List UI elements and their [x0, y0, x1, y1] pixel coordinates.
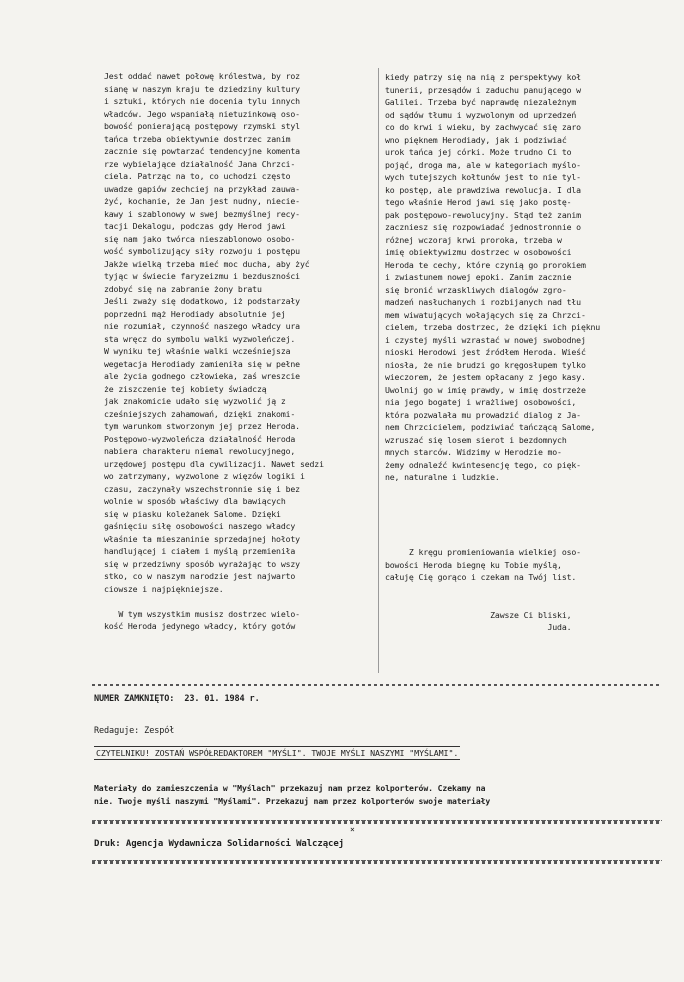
left-text-column [104, 70, 376, 633]
left-column-text-line: W tym wszystkim musisz dostrzec wielo- [104, 608, 300, 619]
left-column-text-line: zdobyć się na zabranie żony bratu [104, 283, 262, 294]
footer-separator-middle [92, 820, 662, 824]
right-column-text-line [385, 521, 665, 534]
right-column-text-line: zaczniesz się rozpowiadać jednostronnie o [385, 222, 581, 232]
column-divider [378, 68, 379, 673]
left-column-text-line: bowość ponierającą postępowy rzymski styl [104, 121, 300, 131]
left-column-text-line: władców. Jego wspaniałą nietuzinkową oso- [104, 108, 300, 119]
right-column-text-line: ne, naturalne i ludzkie. [385, 472, 500, 482]
right-column-text-line: ko postęp, ale prawdziwa rewolucja. I dla [385, 184, 581, 195]
left-column-text-line: sianę w naszym kraju te dziedziny kultury [104, 83, 300, 94]
left-column-text-line: W wyniku tej właśnie walki wcześniejsza [104, 346, 291, 356]
left-column-text-line: czasu, zaczynały wszechstronnie się i bez [104, 483, 300, 494]
right-column-text-line: wno pięknem Herodiady, jak i podziwiać [385, 134, 567, 145]
left-column-text-line: się w przedziwny sposób wyrażając to wszy [104, 558, 300, 569]
right-column-text-line: wych tutejszych kołtunów jest to nie tyl- [385, 172, 581, 182]
right-column-text-line: imię obiektywizmu dostrzec w osobowości [385, 247, 572, 257]
materials-line-2: nie. Twoje myśli naszymi "Myślami". Przekazuj nam przez kolporterów swoje materiały [94, 796, 491, 806]
right-column-text-line: urok tańca jej córki. Może trudno Ci to [385, 147, 572, 157]
left-column-text-line: stko, co w naszym narodzie jest najwarto [104, 571, 296, 581]
right-column-text-line [385, 584, 665, 597]
left-column-text-line: rze wybielające działalność Jana Chrzci- [104, 158, 296, 169]
right-column-text-line: pak postępowo-rewolucyjny. Stąd też zanim [385, 209, 581, 220]
left-column-text-line: i sztuki, których nie docenia tylu innych [104, 96, 300, 106]
left-column-text-line: Postępowo-wyzwoleńcza działalność Heroda [104, 433, 296, 444]
right-column-text-line: od sądów tłumu i wyzwolonym od uprzedzeń [385, 109, 577, 120]
right-column-text-line: kiedy patrzy się na nią z perspektywy koł [385, 72, 581, 82]
left-column-text-line: wegetacja Herodiady zamieniła się w pełne [104, 358, 300, 369]
left-column-text-line: handlującej i ciałem i myślą przemieniła [104, 546, 296, 556]
right-column-text-line [385, 509, 665, 522]
left-column-text-line: nie rozumiał, czynność naszego władcy ura [104, 321, 300, 331]
left-column-text-line: się w piasku koleżanek Salome. Dzięki [104, 508, 281, 519]
left-column-text-line: sta wręcz do symbolu walki wyzwoleńczej. [104, 333, 296, 344]
right-column-text-line: żemy odnaleźć kwintesencję tego, co pięk- [385, 459, 581, 470]
left-column-text-line: ciela. Patrząc na to, co uchodzi często [104, 171, 291, 181]
footer-separator-top [92, 684, 662, 686]
left-column-text-line: tańca trzeba obiektywnie dostrzec zanim [104, 133, 291, 144]
left-column-text-line: uwadze gapiów zechciej na przykład zauwa- [104, 183, 300, 194]
left-column-text-line: wo zatrzymany, wyzwolone z więzów logiki i [104, 471, 305, 481]
right-column-text-line: madzeń nasłuchanych i rozbijanych nad tłu [385, 297, 581, 307]
right-column-text-line: całuję Cię gorąco i czekam na Twój list. [385, 572, 577, 582]
left-column-text-line: nabiera charakteru niemal rewolucyjnego, [104, 446, 296, 456]
right-column-text-line [385, 534, 665, 547]
left-column-text-line: ale życia godnego człowieka, zaś wreszcie [104, 371, 300, 381]
left-column-text-line: Jakże wielką trzeba mieć moc ducha, aby żyć [104, 258, 310, 269]
right-column-text-line: nia jego bogatej i wrażliwej osobowości, [385, 397, 577, 407]
right-column-text-line [385, 484, 665, 497]
footer-separator-bottom [92, 860, 662, 864]
right-column-text-line: Juda. [385, 622, 572, 632]
left-column-text-line: tacji Dekalogu, podczas gdy Herod jawi [104, 221, 286, 231]
right-column-text-line: tunerii, przesądów i zaduchu panującego w [385, 84, 581, 95]
right-column-text-line: Heroda te cechy, które czynią go prorokiem [385, 259, 586, 270]
right-column-text-line: wieczorem, że jestem opłacany z jego kasy. [385, 372, 586, 382]
right-column-text-line: co do krwi i wieku, by zachwycać się zaro [385, 122, 581, 132]
editorial-line: Redaguje: Zespół [94, 726, 175, 736]
left-column-text-line: ciowsze i najpiękniejsze. [104, 583, 224, 594]
left-column-text-line: właśnie ta mieszaninie sprzedajnej hołoty [104, 533, 300, 544]
left-column-text-line: że ziszczenie tej kobiety świadczą [104, 383, 267, 394]
left-column-text-line: jak znakomicie udało się wyzwolić ją z [104, 396, 286, 406]
right-column-text-line: pojąć, droga ma, ale w kategoriach myślo- [385, 159, 581, 170]
left-column-text-line: Jest oddać nawet połowę królestwa, by roz [104, 71, 300, 81]
right-column-text-line [385, 596, 665, 609]
left-column-text-line: gaśnięciu siłę osobowości naszego władcy [104, 521, 296, 531]
closing-date-label: NUMER ZAMKNIĘTO: [94, 694, 175, 704]
left-column-text-line: kość Heroda jedynego władcy, który gotów [104, 621, 296, 631]
left-column-text-line: urzędowej postępu dla cywilizacji. Nawet sedzi [104, 458, 324, 469]
right-column-text-line: Z kręgu promieniowania wielkiej oso- [385, 547, 581, 557]
left-column-text-line: się nam jako twórca nieszablonowo osobo- [104, 233, 296, 244]
right-column-text-line: różnej wczoraj krwi proroka, trzeba w [385, 234, 562, 245]
right-column-text-line: bowości Heroda biegnę ku Tobie myślą, [385, 559, 562, 570]
right-column-text-line: cielem, trzeba dostrzec, że dzięki ich pięknu [385, 322, 601, 332]
right-column-text-line: i zwiastunem nowej epoki. Zanim zacznie [385, 272, 572, 282]
closing-date-value: 23. 01. 1984 r. [184, 694, 260, 704]
separator-mark: × [350, 825, 355, 834]
right-column-text-line: nioski Herodowi jest źródłem Heroda. Wieść [385, 347, 586, 357]
left-column-text-line: Jeśli zważy się dodatkowo, iż podstarzały [104, 296, 300, 306]
left-column-text-line: wolnie w sposób właściwy dla bawiących [104, 496, 286, 506]
materials-line-1: Materiały do zamieszczenia w "Myślach" przekazuj nam przez kolporterów. Czekamy na [94, 783, 486, 793]
left-column-text-line: zacznie się powtarzać tendencyjne komenta [104, 146, 300, 156]
right-column-text-line [385, 496, 665, 509]
right-column-text-line: nem Chrzcicielem, podziwiać tańczącą Salome, [385, 422, 596, 432]
right-column-text-line: i czystej myśli wzrastać w nowej swobodnej [385, 334, 586, 345]
left-column-text-line: wość symbolizujący siły rozwoju i postępu [104, 246, 300, 256]
right-column-text-line: Zawsze Ci bliski, [385, 609, 572, 620]
right-column-text-line: która pozwalała mu prowadzić dialog z Ja- [385, 409, 581, 420]
left-column-text-line: cześniejszych zahamowań, dzięki znakomi- [104, 408, 296, 419]
left-column-text-line: kawy i szablonowy w swej bezmyślnej recy- [104, 208, 300, 219]
right-column-text-line: wzruszać się losem sierot i bezdomnych [385, 434, 567, 445]
right-column-text-line: mem wiwatujących wołających się za Chrzci- [385, 309, 586, 320]
left-column-text-line: żyć, kochanie, że Jan jest nudny, niecie- [104, 196, 300, 206]
right-column-text-line: się bronić wrzaskliwych dialogów zgro- [385, 284, 567, 295]
printer-line: Druk: Agencja Wydawnicza Solidarności Walczącej [94, 839, 344, 849]
right-column-text-line: mnych starców. Widzimy w Herodzie mo- [385, 447, 562, 457]
left-column-text-line: tym warunkom stworzonym jej przez Heroda. [104, 421, 300, 431]
left-column-text-line: poprzedni mąż Herodiady absolutnie jej [104, 308, 286, 319]
right-text-column [385, 71, 665, 634]
closing-date-line [94, 693, 260, 705]
left-column-text-line [104, 595, 376, 608]
right-column-text-line: tego właśnie Herod jawi się jako postę- [385, 197, 572, 207]
left-column-text-line: tyjąc w świecie faryzeizmu i bezduszności [104, 271, 300, 281]
readers-appeal: CZYTELNIKU! ZOSTAŃ WSPÓŁREDAKTOREM "MYŚLI". TWOJE MYŚLI NASZYMI "MYŚLAMI". [96, 748, 459, 758]
right-column-text-line: niosła, że nie brudzi go kręgosłupem tylko [385, 359, 586, 370]
right-column-text-line: Galilei. Trzeba być naprawdę niezależnym [385, 97, 577, 107]
right-column-text-line: Uwolnij go w imię prawdy, w imię dostrzeże [385, 384, 586, 395]
